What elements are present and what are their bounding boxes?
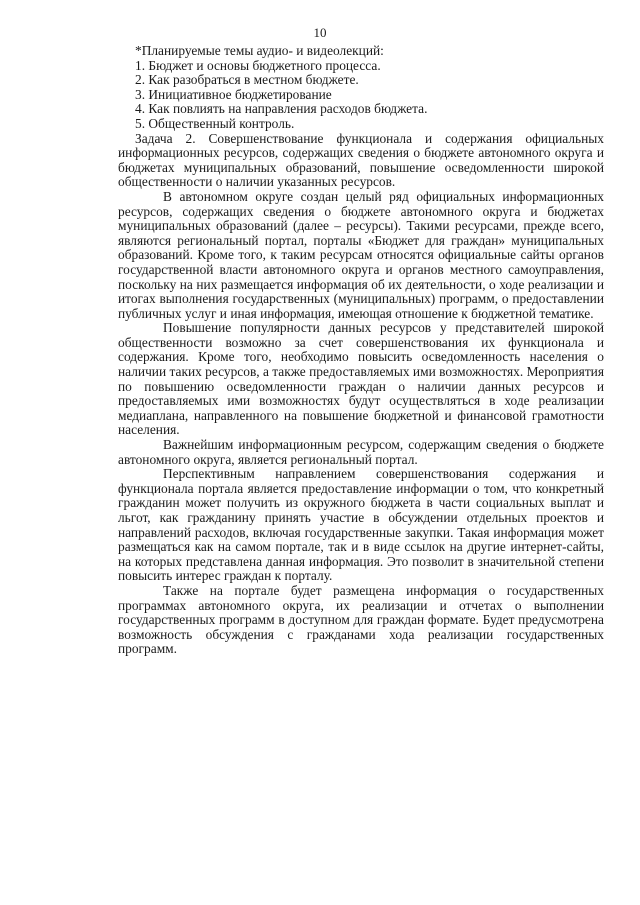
body-paragraph: В автономном округе создан целый ряд официальных информационных ресурсов, содержащих сведения о бюджете автономного округа и бюджетах муниципальных образований (далее – ресурсы). Такими ресурсами, прежде всего, являются региональный портал, порталы «Бюджет для граждан» муниципальных образований. Кроме того, к таким ресурсам относятся официальные сайты органов государственной власти автономного округа и органов местного самоуправления, поскольку на них размещается информация об их деятельности, о ходе реализации и итогах выполнения государственных (муниципальных) программ, о предоставлении публичных услуг и иная информация, имеющая отношение к бюджетной тематике.	[118, 188, 604, 321]
body-paragraph: Перспективным направлением совершенствования содержания и функционала портала является предоставление информации о том, что конкретный гражданин может получить из окружного бюджета в части социальных выплат и льгот, как гражданину принять участие в обсуждении отдельных проектов и направлений расходов, включая государственные закупки. Такая информация может размещаться как на самом портале, так и в виде ссылок на другие интернет-сайты, на которых представлена данная информация. Это позволит в значительной степени повысить интерес граждан к порталу.	[118, 466, 604, 584]
body-paragraph: Повышение популярности данных ресурсов у представителей широкой общественности возможно за счет совершенствования их функционала и содержания. Кроме того, необходимо повысить осведомленность населения о наличии таких ресурсов, а также предоставляемых ими возможностях. Мероприятия по повышению осведомленности граждан о наличии данных ресурсов и предоставляемых ими возможностях будут осуществляться в ходе реализации медиаплана, направленного на повышение бюджетной и финансовой грамотности населения.	[118, 320, 604, 438]
body-paragraph: Также на портале будет размещена информация о государственных программах автономного округа, их реализации и отчетах о выполнении государственных программ в доступном для граждан формате. Будет предусмотрена возможность обсуждения с гражданами хода реализации государственных программ.	[118, 582, 604, 657]
lecture-topic-1: 1. Бюджет и основы бюджетного процесса.	[135, 57, 381, 73]
page-body	[118, 44, 604, 657]
lecture-topics-heading: *Планируемые темы аудио- и видеолекций:	[135, 43, 384, 58]
lecture-topic-5: 5. Общественный контроль.	[135, 115, 295, 131]
page-number: 10	[313, 25, 327, 40]
body-paragraph: Важнейшим информационным ресурсом, содержащим сведения о бюджете автономного округа, является региональный портал.	[118, 437, 604, 467]
lecture-topic-3: 3. Инициативное бюджетирование	[135, 86, 332, 102]
lecture-topic-2: 2. Как разобраться в местном бюджете.	[135, 72, 359, 88]
task-2-paragraph: Задача 2. Совершенствование функционала и содержания официальных информационных ресурсов, содержащих сведения о бюджете автономного округа и бюджетах муниципальных образований, повышение осведомленности широкой общественности о наличии указанных ресурсов.	[118, 130, 604, 190]
lecture-topic-4: 4. Как повлиять на направления расходов бюджета.	[135, 101, 428, 117]
